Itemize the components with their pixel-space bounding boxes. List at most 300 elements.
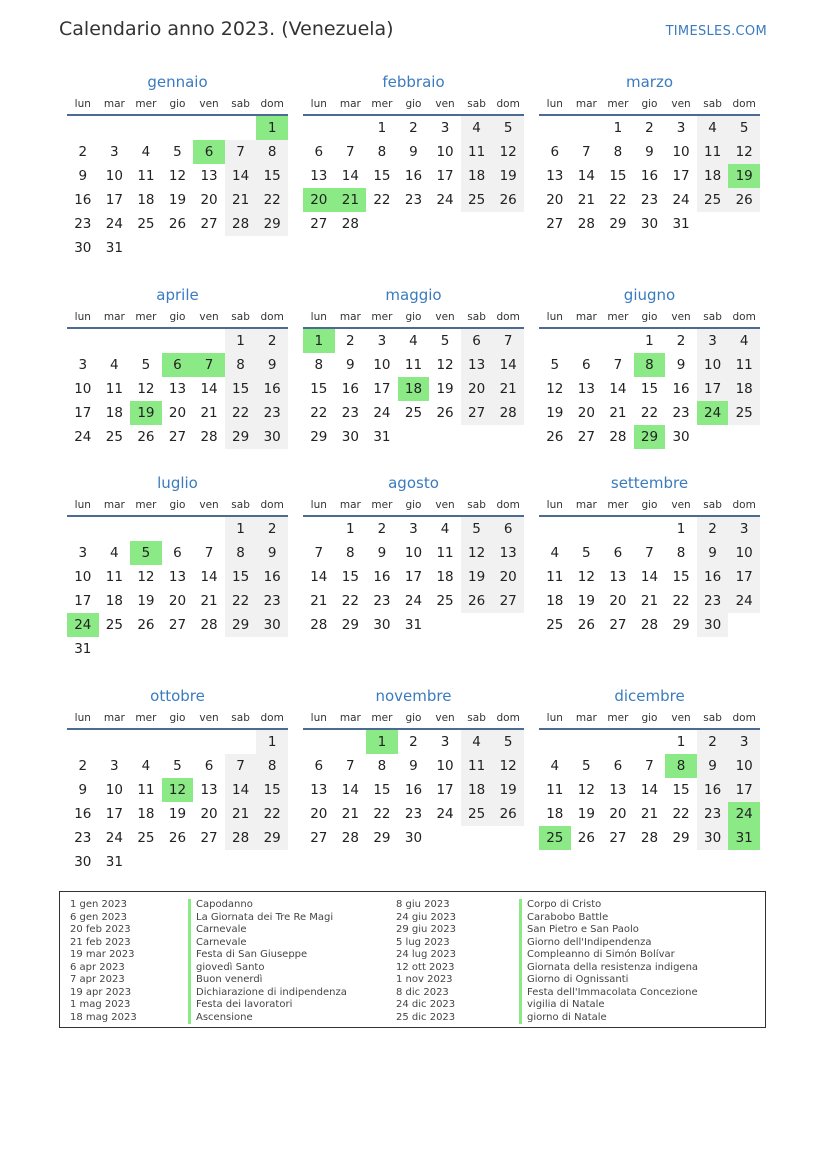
day-cell: 5 — [173, 758, 182, 774]
empty-cell — [99, 116, 131, 140]
empty-cell — [162, 517, 194, 541]
weekday-label: dom — [496, 712, 520, 724]
day-cell: 11 — [461, 140, 493, 164]
day-cell: 3 — [728, 730, 760, 754]
weekday-label: dom — [260, 499, 284, 511]
legend-date: 20 feb 2023 — [70, 924, 131, 935]
weekday-label: sab — [231, 499, 250, 511]
day-cell: 18 — [546, 593, 564, 609]
day-cell: 24 — [373, 405, 391, 421]
day-cell: 31 — [105, 854, 123, 870]
day-cell: 29 — [225, 425, 257, 449]
day-cell: 18 — [728, 377, 760, 401]
day-cell: 9 — [256, 353, 288, 377]
day-cell: 14 — [640, 569, 659, 585]
legend-date: 24 giu 2023 — [396, 911, 456, 923]
day-cell: 26 — [546, 429, 564, 445]
legend-date: 12 ott 2023 — [396, 961, 455, 973]
day-cell: 16 — [697, 565, 729, 589]
day-cell: 10 — [436, 144, 454, 160]
weekday-label: gio — [641, 311, 658, 323]
day-cell: 10 — [74, 569, 92, 585]
day-cell: 17 — [728, 778, 760, 802]
day-cell: 11 — [137, 168, 155, 184]
day-cell: 27 — [609, 617, 627, 633]
day-cell: 10 — [105, 168, 123, 184]
day-cell: 16 — [74, 192, 92, 208]
weekday-label: ven — [435, 499, 455, 511]
day-cell: 27 — [577, 429, 595, 445]
day-cell: 7 — [645, 545, 654, 561]
month-name: ottobre — [150, 687, 205, 705]
day-cell: 28 — [492, 401, 524, 425]
day-cell: 12 — [577, 569, 595, 585]
day-cell: 2 — [346, 333, 355, 349]
day-cell: 23 — [404, 192, 423, 208]
day-cell: 18 — [461, 778, 493, 802]
day-cell: 30 — [697, 826, 729, 850]
day-grid — [303, 730, 524, 850]
day-cell: 10 — [373, 357, 391, 373]
page-title: Calendario anno 2023. (Venezuela) — [59, 18, 394, 40]
weekday-label: gio — [169, 712, 186, 724]
legend-holiday-name: Capodanno — [188, 899, 347, 912]
weekday-label: sab — [467, 311, 486, 323]
day-cell: 24 — [728, 589, 760, 613]
weekday-label: gio — [405, 712, 422, 724]
day-cell: 14 — [341, 782, 359, 798]
day-cell: 4 — [728, 329, 760, 353]
day-cell: 22 — [225, 589, 257, 613]
weekday-label: sab — [703, 311, 722, 323]
day-cell: 27 — [492, 589, 524, 613]
day-cell: 25 — [728, 401, 760, 425]
day-cell: 31 — [373, 429, 391, 445]
day-cell: 5 — [550, 357, 560, 373]
day-cell: 3 — [78, 545, 88, 561]
day-cell: 30 — [672, 429, 690, 445]
day-cell: 11 — [728, 353, 760, 377]
legend-holiday-name: La Giornata dei Tre Re Magi — [188, 912, 347, 925]
weekday-label: mar — [575, 311, 597, 323]
day-cell: 5 — [582, 758, 591, 774]
day-cell: 12 — [577, 782, 595, 798]
day-cell: 15 — [609, 168, 627, 184]
legend-holiday-name: Carnevale — [188, 924, 347, 937]
day-cell: 5 — [461, 517, 493, 541]
weekday-label: gio — [405, 98, 422, 110]
day-cell: 9 — [409, 144, 418, 160]
weekday-header — [303, 708, 524, 730]
day-cell: 22 — [256, 802, 288, 826]
day-cell: 2 — [697, 730, 729, 754]
weekday-header — [67, 94, 288, 116]
weekday-label: gio — [169, 499, 186, 511]
day-cell: 10 — [105, 782, 123, 798]
day-cell: 13 — [310, 168, 328, 184]
day-cell: 21 — [577, 192, 595, 208]
day-cell: 13 — [461, 353, 493, 377]
day-cell: 4 — [141, 144, 151, 160]
day-cell: 27 — [609, 830, 627, 846]
legend-date: 19 mar 2023 — [70, 949, 135, 960]
day-cell: 23 — [697, 802, 729, 826]
day-cell: 7 — [346, 144, 355, 160]
day-cell: 7 — [613, 357, 623, 373]
month-name: marzo — [625, 73, 674, 91]
day-cell: 15 — [310, 381, 328, 397]
day-cell: 24 — [672, 192, 690, 208]
day-cell: 12 — [137, 569, 155, 585]
day-cell: 17 — [74, 593, 92, 609]
day-cell: 30 — [256, 425, 288, 449]
day-cell: 19 — [168, 806, 187, 822]
weekday-label: mer — [371, 499, 393, 511]
legend-date: 6 gen 2023 — [70, 911, 128, 923]
empty-cell — [67, 730, 99, 754]
day-cell: 25 — [461, 802, 493, 826]
day-cell: 17 — [105, 192, 123, 208]
weekday-label: ven — [435, 712, 455, 724]
day-cell: 28 — [341, 216, 359, 232]
day-cell: 21 — [310, 593, 328, 609]
day-cell: 1 — [256, 730, 288, 754]
day-cell: 4 — [550, 545, 560, 561]
legend-holiday-name: Carabobo Battle — [519, 912, 698, 925]
day-cell: 10 — [436, 758, 454, 774]
day-cell: 9 — [78, 782, 88, 798]
day-cell: 7 — [645, 758, 654, 774]
weekday-label: dom — [260, 712, 284, 724]
month-giugno — [539, 283, 760, 449]
day-cell: 16 — [404, 782, 423, 798]
day-cell: 23 — [697, 589, 729, 613]
day-cell: 12 — [436, 357, 454, 373]
day-cell: 5 — [728, 116, 760, 140]
day-cell: 10 — [697, 353, 729, 377]
day-cell: 13 — [546, 168, 564, 184]
day-cell: 12 — [168, 168, 187, 184]
legend-holiday-name: Festa dei lavoratori — [188, 999, 347, 1012]
day-cell: 15 — [640, 381, 659, 397]
day-cell: 2 — [697, 517, 729, 541]
day-cell: 11 — [137, 782, 155, 798]
day-cell: 28 — [200, 429, 218, 445]
day-cell: 22 — [373, 192, 391, 208]
weekday-header — [539, 708, 760, 730]
day-cell: 30 — [74, 240, 92, 256]
day-cell: 10 — [672, 144, 690, 160]
holiday-day-cell: 24 — [728, 802, 760, 826]
weekday-header — [303, 94, 524, 116]
day-cell: 21 — [225, 188, 257, 212]
day-cell: 30 — [404, 830, 423, 846]
legend-holiday-name: Buon venerdì — [188, 974, 347, 987]
day-cell: 19 — [492, 778, 524, 802]
month-name: febbraio — [382, 73, 445, 91]
day-cell: 9 — [377, 545, 387, 561]
day-cell: 12 — [546, 381, 564, 397]
day-cell: 7 — [225, 140, 257, 164]
weekday-label: ven — [671, 712, 691, 724]
weekday-label: mar — [103, 98, 125, 110]
month-name: agosto — [388, 474, 439, 492]
day-cell: 22 — [672, 806, 690, 822]
day-cell: 8 — [377, 758, 387, 774]
weekday-label: mar — [103, 712, 125, 724]
day-cell: 8 — [225, 541, 257, 565]
day-cell: 1 — [613, 120, 623, 136]
day-cell: 22 — [373, 806, 391, 822]
day-cell: 16 — [672, 381, 690, 397]
legend-date: 8 giu 2023 — [396, 899, 450, 910]
legend-names-right — [519, 899, 698, 1024]
day-cell: 3 — [78, 357, 88, 373]
weekday-label: lun — [546, 712, 563, 724]
day-cell: 25 — [461, 188, 493, 212]
empty-cell — [539, 329, 571, 353]
weekday-header — [303, 495, 524, 517]
day-cell: 29 — [256, 826, 288, 850]
day-grid — [67, 116, 288, 260]
day-cell: 8 — [346, 545, 355, 561]
day-cell: 1 — [225, 517, 257, 541]
legend-date: 24 lug 2023 — [396, 949, 456, 960]
day-cell: 28 — [640, 830, 659, 846]
day-cell: 23 — [74, 216, 92, 232]
day-cell: 4 — [110, 357, 119, 373]
day-cell: 24 — [436, 192, 454, 208]
month-agosto — [303, 471, 524, 637]
day-cell: 28 — [200, 617, 218, 633]
day-cell: 11 — [461, 754, 493, 778]
legend-holiday-name: San Pietro e San Paolo — [519, 924, 698, 937]
day-cell: 14 — [341, 168, 359, 184]
day-cell: 6 — [314, 144, 324, 160]
day-cell: 30 — [341, 429, 359, 445]
day-cell: 9 — [697, 754, 729, 778]
legend-date: 25 dic 2023 — [396, 1011, 456, 1023]
day-cell: 20 — [310, 806, 328, 822]
day-cell: 3 — [697, 329, 729, 353]
day-cell: 25 — [137, 216, 155, 232]
day-cell: 29 — [672, 617, 690, 633]
empty-cell — [162, 730, 194, 754]
day-cell: 24 — [105, 216, 123, 232]
day-cell: 21 — [609, 405, 627, 421]
day-cell: 17 — [728, 565, 760, 589]
day-cell: 19 — [577, 806, 595, 822]
day-cell: 20 — [461, 377, 493, 401]
day-cell: 26 — [137, 617, 155, 633]
day-cell: 29 — [256, 212, 288, 236]
empty-cell — [539, 730, 571, 754]
day-cell: 20 — [577, 405, 595, 421]
day-cell: 8 — [613, 144, 623, 160]
day-cell: 14 — [577, 168, 595, 184]
day-cell: 15 — [256, 778, 288, 802]
day-cell: 15 — [672, 782, 690, 798]
day-cell: 25 — [105, 617, 123, 633]
holiday-day-cell: 21 — [335, 188, 367, 212]
day-cell: 28 — [609, 429, 627, 445]
empty-cell — [99, 730, 131, 754]
month-name: giugno — [623, 286, 676, 304]
day-cell: 7 — [582, 144, 591, 160]
weekday-header — [539, 495, 760, 517]
day-cell: 7 — [492, 329, 524, 353]
weekday-label: mar — [575, 712, 597, 724]
weekday-label: ven — [435, 311, 455, 323]
day-cell: 15 — [373, 782, 391, 798]
month-febbraio — [303, 70, 524, 236]
day-cell: 26 — [168, 830, 187, 846]
day-cell: 8 — [225, 353, 257, 377]
day-grid — [303, 329, 524, 449]
day-cell: 16 — [697, 778, 729, 802]
day-cell: 6 — [314, 758, 324, 774]
day-cell: 29 — [341, 617, 359, 633]
holiday-day-cell: 1 — [256, 116, 288, 140]
weekday-label: mar — [575, 499, 597, 511]
weekday-label: gio — [641, 98, 658, 110]
day-cell: 30 — [697, 613, 729, 637]
empty-cell — [335, 730, 367, 754]
holiday-day-cell: 1 — [366, 730, 398, 754]
day-cell: 26 — [436, 405, 454, 421]
day-cell: 27 — [168, 429, 187, 445]
empty-cell — [571, 329, 603, 353]
weekday-header — [539, 94, 760, 116]
empty-cell — [602, 517, 634, 541]
empty-cell — [130, 517, 162, 541]
day-cell: 27 — [310, 216, 328, 232]
legend-dates-left — [70, 899, 137, 1024]
weekday-label: lun — [310, 712, 327, 724]
legend-date: 8 dic 2023 — [396, 986, 449, 998]
day-cell: 23 — [404, 806, 423, 822]
day-cell: 23 — [256, 589, 288, 613]
day-cell: 15 — [672, 569, 690, 585]
day-cell: 25 — [105, 429, 123, 445]
day-cell: 9 — [645, 144, 654, 160]
weekday-label: dom — [496, 499, 520, 511]
legend-date: 19 apr 2023 — [70, 986, 132, 998]
day-cell: 9 — [409, 758, 418, 774]
legend-holiday-name: Festa di San Giuseppe — [188, 949, 347, 962]
day-cell: 15 — [373, 168, 391, 184]
empty-cell — [162, 329, 194, 353]
weekday-label: ven — [435, 98, 455, 110]
holiday-day-cell: 5 — [130, 541, 162, 565]
day-cell: 23 — [640, 192, 659, 208]
day-cell: 18 — [105, 405, 123, 421]
day-cell: 26 — [492, 188, 524, 212]
day-cell: 2 — [645, 120, 654, 136]
empty-cell — [303, 517, 335, 541]
day-cell: 7 — [225, 754, 257, 778]
weekday-label: ven — [199, 98, 219, 110]
month-gennaio — [67, 70, 288, 260]
weekday-label: sab — [467, 712, 486, 724]
weekday-label: lun — [546, 311, 563, 323]
day-cell: 9 — [346, 357, 355, 373]
empty-cell — [67, 116, 99, 140]
weekday-label: mer — [371, 311, 393, 323]
empty-cell — [571, 730, 603, 754]
day-cell: 12 — [492, 140, 524, 164]
day-cell: 8 — [676, 545, 686, 561]
day-cell: 29 — [672, 830, 690, 846]
day-cell: 23 — [74, 830, 92, 846]
empty-cell — [162, 116, 194, 140]
day-cell: 14 — [225, 778, 257, 802]
month-maggio — [303, 283, 524, 449]
empty-cell — [602, 730, 634, 754]
day-grid — [67, 730, 288, 874]
day-cell: 13 — [609, 569, 627, 585]
day-cell: 16 — [256, 377, 288, 401]
day-cell: 4 — [461, 116, 493, 140]
holiday-day-cell: 18 — [398, 377, 430, 401]
day-cell: 5 — [141, 357, 151, 373]
month-settembre — [539, 471, 760, 637]
day-cell: 28 — [577, 216, 595, 232]
weekday-label: mar — [103, 311, 125, 323]
weekday-label: lun — [546, 499, 563, 511]
day-cell: 3 — [676, 120, 686, 136]
weekday-label: gio — [405, 499, 422, 511]
day-cell: 17 — [697, 377, 729, 401]
weekday-label: dom — [496, 98, 520, 110]
holiday-day-cell: 8 — [665, 754, 697, 778]
site-brand-link[interactable]: TIMESLES.COM — [665, 24, 767, 39]
day-cell: 4 — [697, 116, 729, 140]
day-cell: 18 — [105, 593, 123, 609]
day-cell: 24 — [404, 593, 423, 609]
weekday-label: mar — [339, 712, 361, 724]
holiday-day-cell: 12 — [162, 778, 194, 802]
day-cell: 30 — [640, 216, 659, 232]
day-cell: 1 — [377, 120, 387, 136]
day-cell: 25 — [546, 617, 564, 633]
day-cell: 20 — [200, 192, 218, 208]
day-cell: 1 — [645, 333, 654, 349]
day-cell: 18 — [436, 569, 454, 585]
day-cell: 14 — [310, 569, 328, 585]
day-cell: 16 — [640, 168, 659, 184]
weekday-label: mer — [607, 311, 629, 323]
weekday-label: lun — [74, 499, 91, 511]
day-cell: 13 — [310, 782, 328, 798]
day-cell: 5 — [492, 730, 524, 754]
day-cell: 21 — [200, 593, 218, 609]
empty-cell — [193, 329, 225, 353]
day-cell: 11 — [436, 545, 454, 561]
day-cell: 7 — [346, 758, 355, 774]
day-cell: 15 — [225, 565, 257, 589]
month-luglio — [67, 471, 288, 661]
empty-cell — [99, 517, 131, 541]
day-cell: 4 — [110, 545, 119, 561]
day-grid — [303, 116, 524, 236]
day-cell: 10 — [728, 754, 760, 778]
weekday-label: ven — [199, 311, 219, 323]
weekday-label: dom — [732, 712, 756, 724]
day-cell: 23 — [341, 405, 359, 421]
day-cell: 13 — [200, 168, 218, 184]
day-cell: 5 — [173, 144, 182, 160]
